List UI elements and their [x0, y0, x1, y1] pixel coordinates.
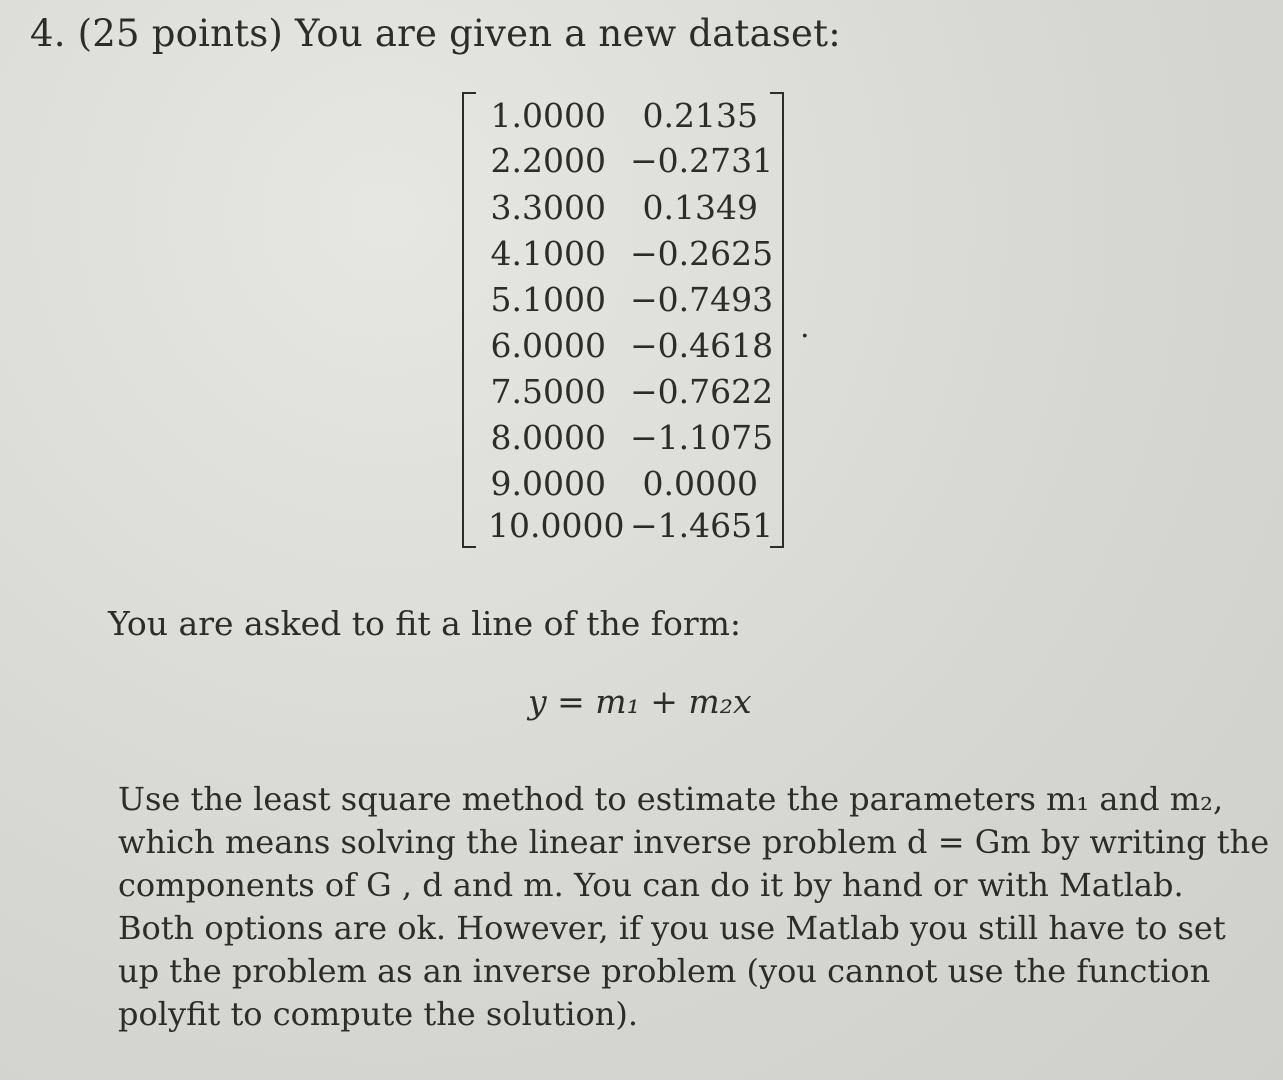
matrix-x-value: 3.3000 [490, 187, 606, 227]
paragraph-line: components of G , d and m. You can do it by hand or with Matlab. [118, 866, 1184, 904]
matrix-x-value: 5.1000 [490, 279, 606, 319]
matrix-x-value: 7.5000 [490, 371, 606, 411]
matrix-y-value: 0.0000 [642, 463, 758, 503]
matrix-y-value: −0.2731 [630, 140, 774, 180]
matrix-row [488, 414, 774, 460]
matrix-y-value: −1.4651 [630, 505, 774, 545]
matrix-x-value: 1.0000 [490, 95, 606, 135]
matrix-x-value: 9.0000 [490, 463, 606, 503]
fit-intro-text: You are asked to fit a line of the form: [108, 604, 742, 643]
matrix-y-value: 0.2135 [642, 95, 758, 135]
matrix-y-value: −0.4618 [630, 325, 774, 365]
matrix-x-value: 4.1000 [490, 233, 606, 273]
paragraph-line: Both options are ok. However, if you use Matlab you still have to set [118, 909, 1226, 947]
matrix-row [488, 230, 774, 276]
matrix-y-value: −0.7493 [630, 279, 774, 319]
paragraph-line: Use the least square method to estimate the parameters m₁ and m₂, [118, 780, 1224, 818]
matrix-row [488, 184, 758, 230]
matrix-row [488, 368, 774, 414]
matrix-y-value: 0.1349 [642, 187, 758, 227]
matrix-row [488, 137, 774, 183]
matrix-row [488, 92, 758, 138]
matrix-end-period: . [800, 310, 810, 345]
paragraph-line: polyfit to compute the solution). [118, 995, 639, 1033]
matrix-row [488, 502, 774, 548]
matrix-y-value: −1.1075 [630, 417, 774, 457]
dataset-matrix [462, 92, 784, 548]
instructions-paragraph [118, 778, 1270, 1036]
paragraph-line: which means solving the linear inverse problem d = Gm by writing the [118, 823, 1270, 861]
matrix-x-value: 8.0000 [490, 417, 606, 457]
matrix-row [488, 322, 774, 368]
matrix-row [488, 276, 774, 322]
matrix-x-value: 6.0000 [490, 325, 606, 365]
matrix-x-value: 10.0000 [488, 505, 625, 545]
line-equation: y = m₁ + m₂x [528, 682, 752, 721]
matrix-y-value: −0.2625 [630, 233, 774, 273]
paragraph-line: up the problem as an inverse problem (you cannot use the function [118, 952, 1211, 990]
matrix-y-value: −0.7622 [630, 371, 774, 411]
matrix-x-value: 2.2000 [490, 140, 606, 180]
matrix-row [488, 460, 758, 506]
problem-heading: 4. (25 points) You are given a new dataset: [30, 12, 841, 55]
matrix-left-bracket [462, 92, 476, 548]
